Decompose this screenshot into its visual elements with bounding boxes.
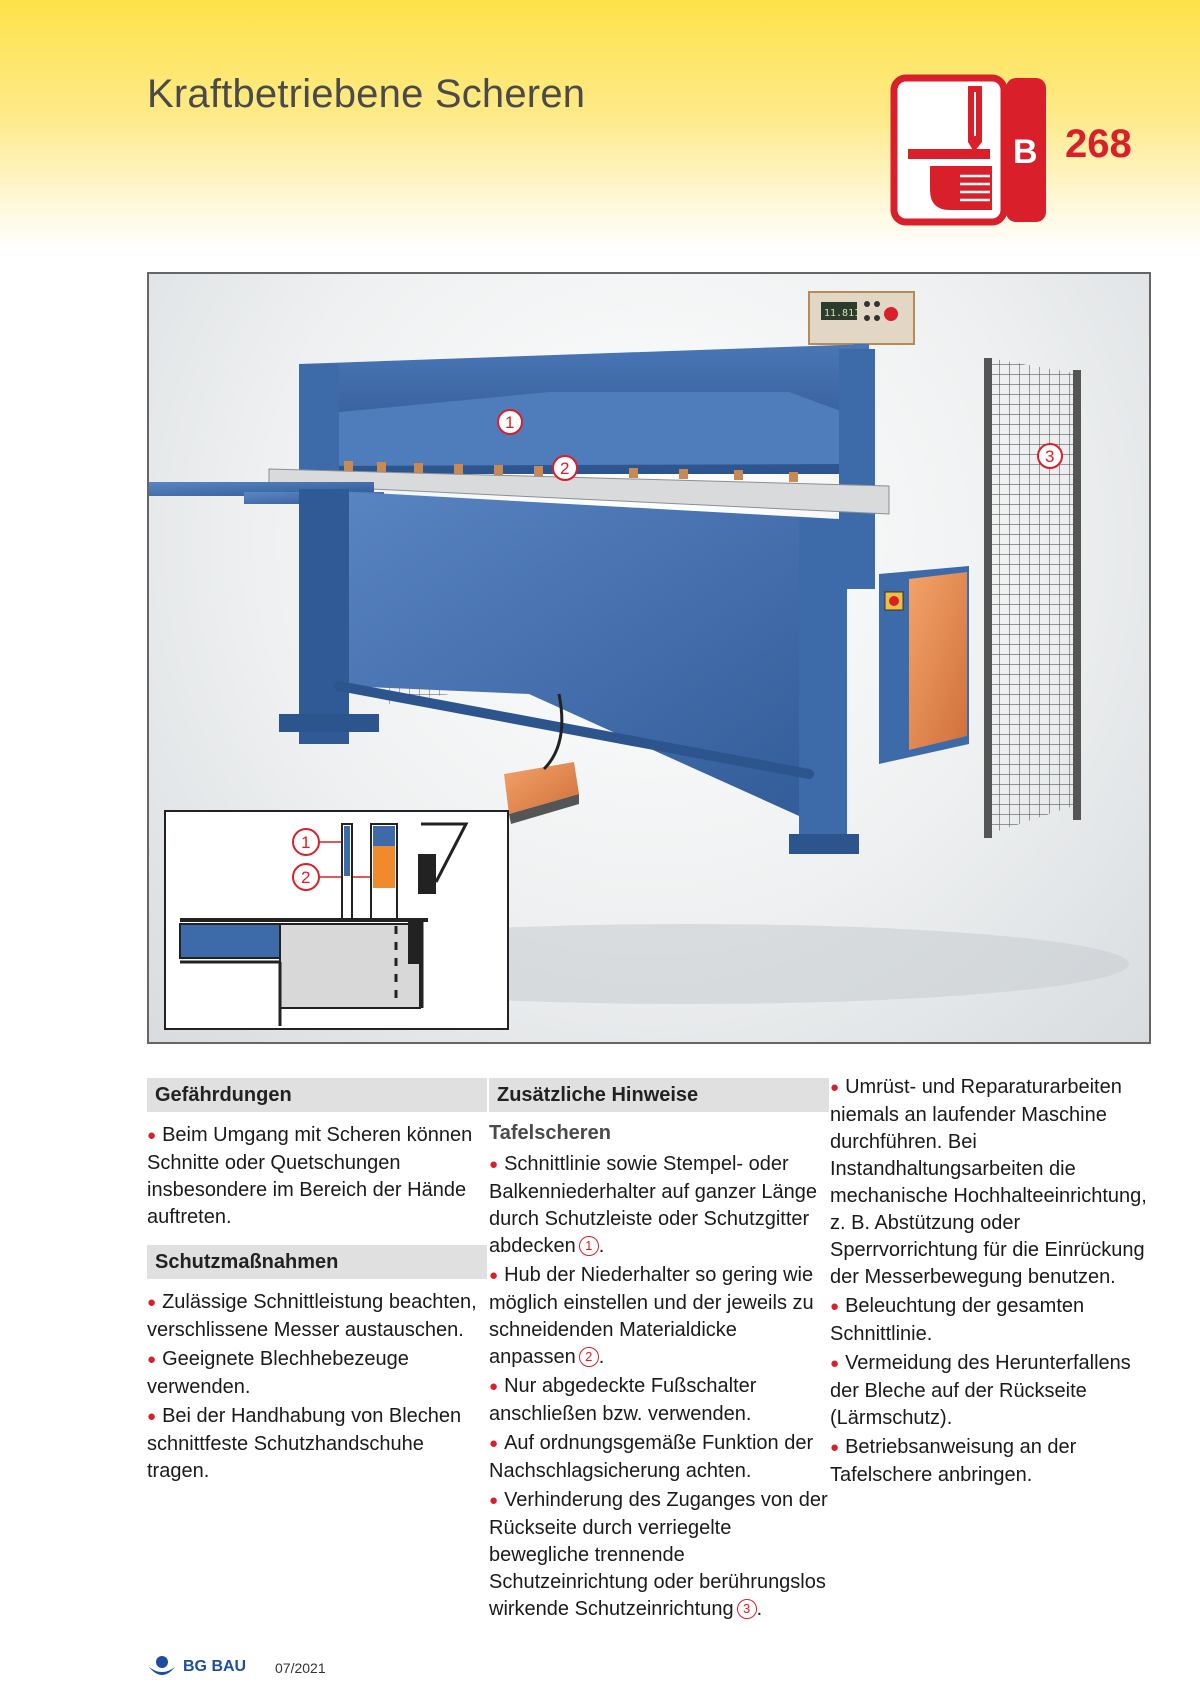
bullet-icon: ● <box>830 1355 840 1372</box>
list-item: ● Bei der Handhabung von Blechen schnittfeste Schutzhandschuhe tragen. <box>147 1405 462 1482</box>
inset-label-1: 1 <box>301 833 311 852</box>
list-item: ● Auf ordnungsgemäße Funktion der Nachschlagsicherung achten. <box>489 1432 814 1482</box>
footer-date: 07/2021 <box>275 1660 326 1676</box>
reference-marker: 3 <box>737 1599 757 1619</box>
section-heading-schutzmassnahmen: Schutzmaßnahmen <box>147 1245 487 1279</box>
bullet-icon: ● <box>830 1439 840 1456</box>
callout-1 <box>498 410 522 434</box>
bullet-icon: ● <box>147 1408 157 1425</box>
list-item: ● Betriebsanweisung an der Tafelschere anbringen. <box>830 1436 1077 1486</box>
list-item: ● Zulässige Schnittleistung beachten, verschlissene Messer austauschen. <box>147 1291 477 1341</box>
svg-text:2: 2 <box>560 459 570 478</box>
document-code: 268 <box>1065 122 1132 166</box>
bullet-icon: ● <box>489 1156 499 1173</box>
list-item: ● Geeignete Blechhebezeuge verwenden. <box>147 1348 409 1398</box>
list-item: ● Umrüst- und Reparaturarbeiten niemals an laufender Maschine durchführen. Bei Instandhaltungsarbeiten die mechanische Hochhalteeinrichtung, z. B. Abstützung oder Sperrvorrichtung für die Einrückung der Messerbewegung benutzen. <box>830 1076 1147 1288</box>
bullet-icon: ● <box>147 1294 157 1311</box>
bullet-icon: ● <box>489 1378 499 1395</box>
bullet-icon: ● <box>489 1492 499 1509</box>
bg-bau-logo-icon <box>147 1655 177 1681</box>
callout-2 <box>553 456 577 480</box>
controller-display: 11.811 <box>824 308 861 319</box>
list-item: ● Vermeidung des Herunterfallens der Bleche auf der Rückseite (Lärmschutz). <box>830 1352 1131 1429</box>
header-band <box>0 0 1200 250</box>
subheading-tafelscheren: Tafelscheren <box>489 1122 611 1144</box>
column-middle <box>489 1078 829 1625</box>
list-item: ● Beim Umgang mit Scheren können Schnitte oder Quetschungen insbesondere im Bereich der Hände auftreten. <box>147 1124 473 1228</box>
page-title: Kraftbetriebene Scheren <box>147 72 586 116</box>
column-right <box>830 1074 1160 1491</box>
list-item: ● Schnittlinie sowie Stempel- oder Balkenniederhalter auf ganzer Länge durch Schutzleiste oder Schutzgitter abdecken 1 . <box>489 1153 818 1257</box>
callout-3 <box>1038 444 1062 468</box>
reference-marker: 1 <box>579 1236 599 1256</box>
list-item: ● Beleuchtung der gesamten Schnittlinie. <box>830 1295 1085 1345</box>
machine-illustration <box>147 272 1151 1044</box>
list-item: ● Verhinderung des Zuganges von der Rückseite durch verriegelte bewegliche trennende Schutzeinrichtung oder berührungslos wirkende Schutzeinrichtung 3 . <box>489 1489 828 1620</box>
svg-text:3: 3 <box>1045 447 1055 466</box>
code-letter: B <box>1013 133 1038 171</box>
svg-text:1: 1 <box>505 413 515 432</box>
section-heading-gefaehrdungen: Gefährdungen <box>147 1078 487 1112</box>
bullet-icon: ● <box>830 1079 840 1096</box>
bullet-icon: ● <box>147 1351 157 1368</box>
bullet-icon: ● <box>830 1298 840 1315</box>
footer-brand: BG BAU <box>183 1658 247 1675</box>
inset-label-2: 2 <box>301 868 311 887</box>
column-left <box>147 1078 487 1487</box>
bullet-icon: ● <box>489 1435 499 1452</box>
list-item: ● Nur abgedeckte Fußschalter anschließen bzw. verwenden. <box>489 1375 757 1425</box>
reference-marker: 2 <box>579 1347 599 1367</box>
shear-pictogram-icon <box>890 74 1050 226</box>
section-heading-hinweise: Zusätzliche Hinweise <box>489 1078 829 1112</box>
cross-section-inset <box>164 810 509 1030</box>
list-item: ● Hub der Niederhalter so gering wie möglich einstellen und der jeweils zu schneidenden Materialdicke anpassen 2 . <box>489 1264 814 1368</box>
bullet-icon: ● <box>147 1127 157 1144</box>
bullet-icon: ● <box>489 1267 499 1284</box>
